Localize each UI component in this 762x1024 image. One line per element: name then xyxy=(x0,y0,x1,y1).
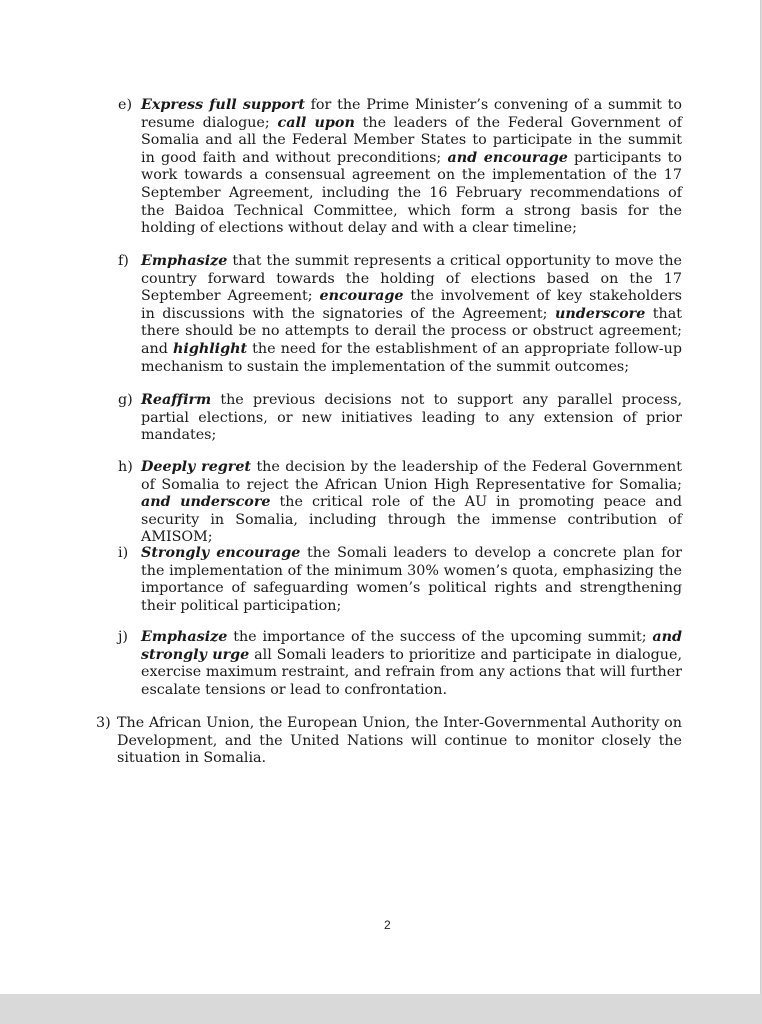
page-background xyxy=(0,994,762,1024)
text-run: all Somali leaders to prioritize and participate in dialogue, exercise maximum restraint, and refrain from any actions that will further escalate tensions or lead to confrontation. xyxy=(141,646,682,698)
item-text xyxy=(141,253,682,376)
item-text xyxy=(141,392,682,445)
item-label: h) xyxy=(118,459,133,475)
item-label: i) xyxy=(118,545,129,561)
item-text xyxy=(141,459,682,547)
text-run: that the summit represents a critical opportunity to move the country forward towards the holding of elections based on the 17 September Agreement; xyxy=(141,253,682,305)
point-label: 3) xyxy=(96,715,111,731)
bold-phrase: call upon xyxy=(277,114,355,131)
bold-phrase: underscore xyxy=(554,305,646,322)
bold-phrase: Deeply regret xyxy=(141,459,252,475)
text-run: the involvement of key stakeholders in discussions with the signatories of the Agreement; xyxy=(141,288,682,322)
text-run: the critical role of the AU in promoting peace and security in Somalia, including through the immense contribution of AMISOM; xyxy=(141,494,683,546)
text-run: that there should be no attempts to derail the process or obstruct agreement; and xyxy=(141,305,682,357)
bold-phrase: and encourage xyxy=(447,149,568,166)
item-label: j) xyxy=(118,629,129,645)
item-text xyxy=(141,629,682,699)
bold-phrase: Emphasize xyxy=(141,253,228,269)
bold-phrase: encourage xyxy=(319,288,404,305)
text-run: for the Prime Minister’s convening of a summit to resume dialogue; xyxy=(141,97,682,131)
item-label: e) xyxy=(118,97,133,113)
bold-phrase: highlight xyxy=(173,340,248,357)
item-label: f) xyxy=(118,253,129,269)
text-run: participants to work towards a consensual agreement on the implementation of the 17 September Agreement, including the 16 February recommendations of the Baidoa Technical Committee, which form a strong basis for the holding of elections without delay and with a clear timeline; xyxy=(141,149,682,237)
item-text xyxy=(141,545,682,615)
text-run: the need for the establishment of an appropriate follow-up mechanism to sustain the implementation of the summit outcomes; xyxy=(141,340,682,375)
text-run: the leaders of the Federal Government of Somalia and all the Federal Member States to participate in the summit in good faith and without preconditions; xyxy=(141,114,682,166)
item-text xyxy=(141,97,682,238)
bold-phrase: Emphasize xyxy=(141,629,228,645)
bold-phrase: and underscore xyxy=(141,494,271,511)
bold-phrase: and strongly urge xyxy=(141,629,682,663)
text-run: the importance of the success of the upcoming summit; xyxy=(227,629,653,645)
text-run: the previous decisions not to support any parallel process, partial elections, or new initiatives leading to any extension of prior mandates; xyxy=(141,392,682,444)
text-run: the Somali leaders to develop a concrete plan for the implementation of the minimum 30% women’s quota, emphasizing the importance of safeguarding women’s political rights and strengthening their political participation; xyxy=(141,545,682,614)
item-label: g) xyxy=(118,392,133,408)
bold-phrase: Reaffirm xyxy=(141,392,212,408)
point-text: The African Union, the European Union, the Inter-Governmental Authority on Development, and the United Nations will continue to monitor closely the situation in Somalia. xyxy=(117,715,682,767)
bold-phrase: Express full support xyxy=(141,97,305,113)
bold-phrase: Strongly encourage xyxy=(141,545,301,561)
page-number: 2 xyxy=(384,918,391,932)
text-run: the decision by the leadership of the Federal Government of Somalia to reject the African Union High Representative for Somalia; xyxy=(141,459,682,493)
